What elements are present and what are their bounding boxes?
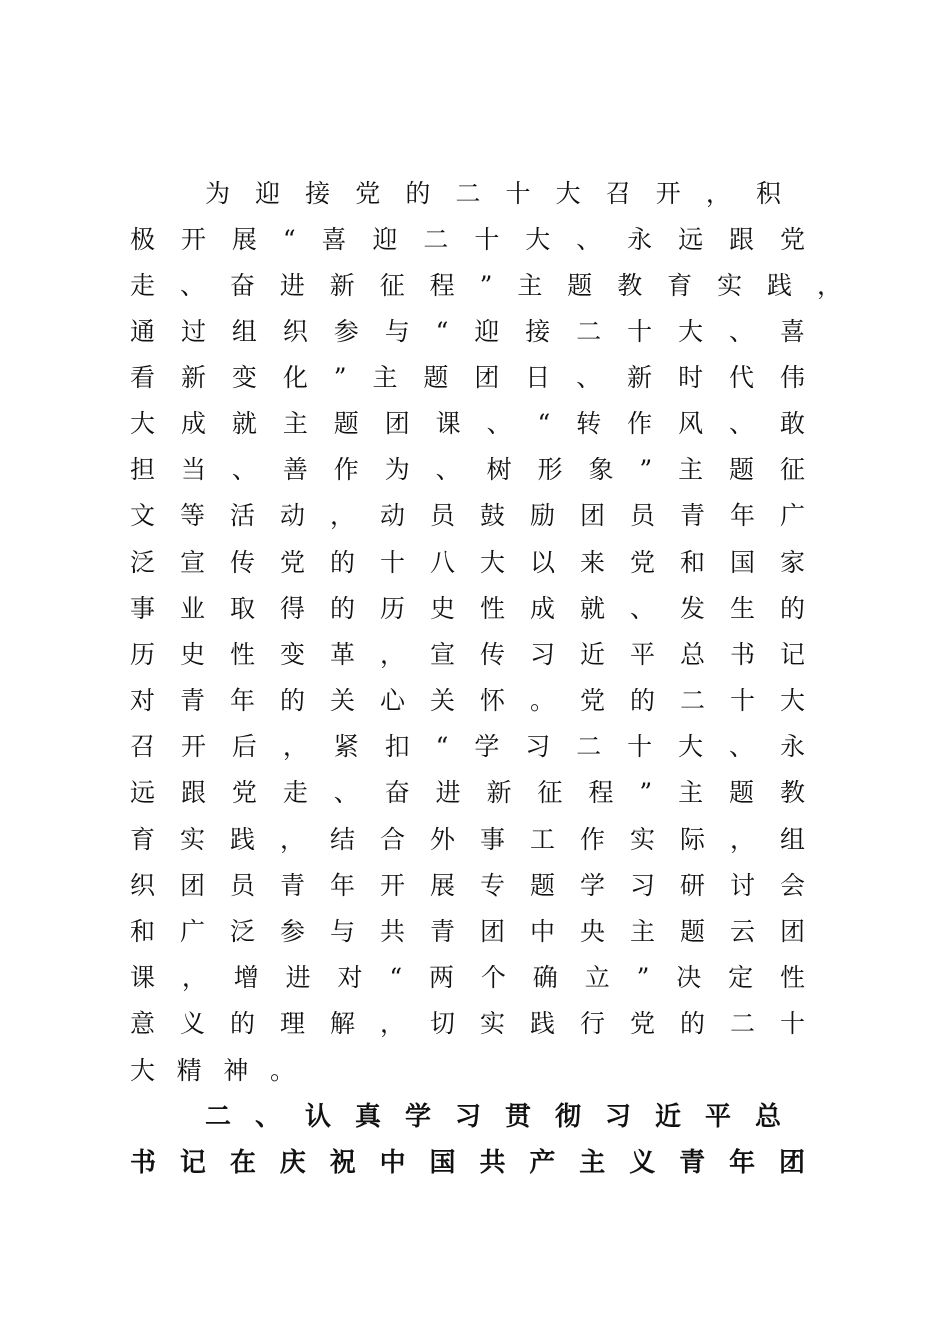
- paragraph-line: 远跟党走、奋进新征程”主题教: [130, 778, 805, 807]
- paragraph-line: 通过组织参与“迎接二十大、喜: [130, 317, 805, 346]
- paragraph-line: 召开后，紧扣“学习二十大、永: [130, 732, 805, 761]
- paragraph-line: 走、奋进新征程”主题教育实践，: [130, 271, 842, 300]
- heading-line: 书记在庆祝中国共产主义青年团: [130, 1148, 805, 1178]
- paragraph-line: 文等活动，动员鼓励团员青年广: [130, 501, 805, 530]
- paragraph-line: 大成就主题团课、“转作风、敢: [130, 409, 805, 438]
- paragraph-line: 为迎接党的二十大召开，积: [205, 179, 781, 208]
- paragraph-line: 课，增进对“两个确立”决定性: [130, 963, 805, 992]
- paragraph-line: 历史性变革，宣传习近平总书记: [130, 640, 805, 669]
- paragraph-line: 看新变化”主题团日、新时代伟: [130, 363, 805, 392]
- paragraph-line: 大精神。: [130, 1056, 295, 1085]
- paragraph-line: 织团员青年开展专题学习研讨会: [130, 871, 805, 900]
- paragraph-line: 育实践，结合外事工作实际，组: [130, 825, 805, 854]
- paragraph-line: 担当、善作为、树形象”主题征: [130, 455, 805, 484]
- paragraph-line: 极开展“喜迎二十大、永远跟党: [130, 225, 805, 254]
- paragraph-line: 和广泛参与共青团中央主题云团: [130, 917, 805, 946]
- heading-line: 二、认真学习贯彻习近平总: [205, 1102, 781, 1132]
- paragraph-line: 对青年的关心关怀。党的二十大: [130, 686, 805, 715]
- paragraph-line: 事业取得的历史性成就、发生的: [130, 594, 805, 623]
- paragraph-line: 泛宣传党的十八大以来党和国家: [130, 548, 805, 577]
- paragraph-line: 意义的理解，切实践行党的二十: [130, 1009, 805, 1038]
